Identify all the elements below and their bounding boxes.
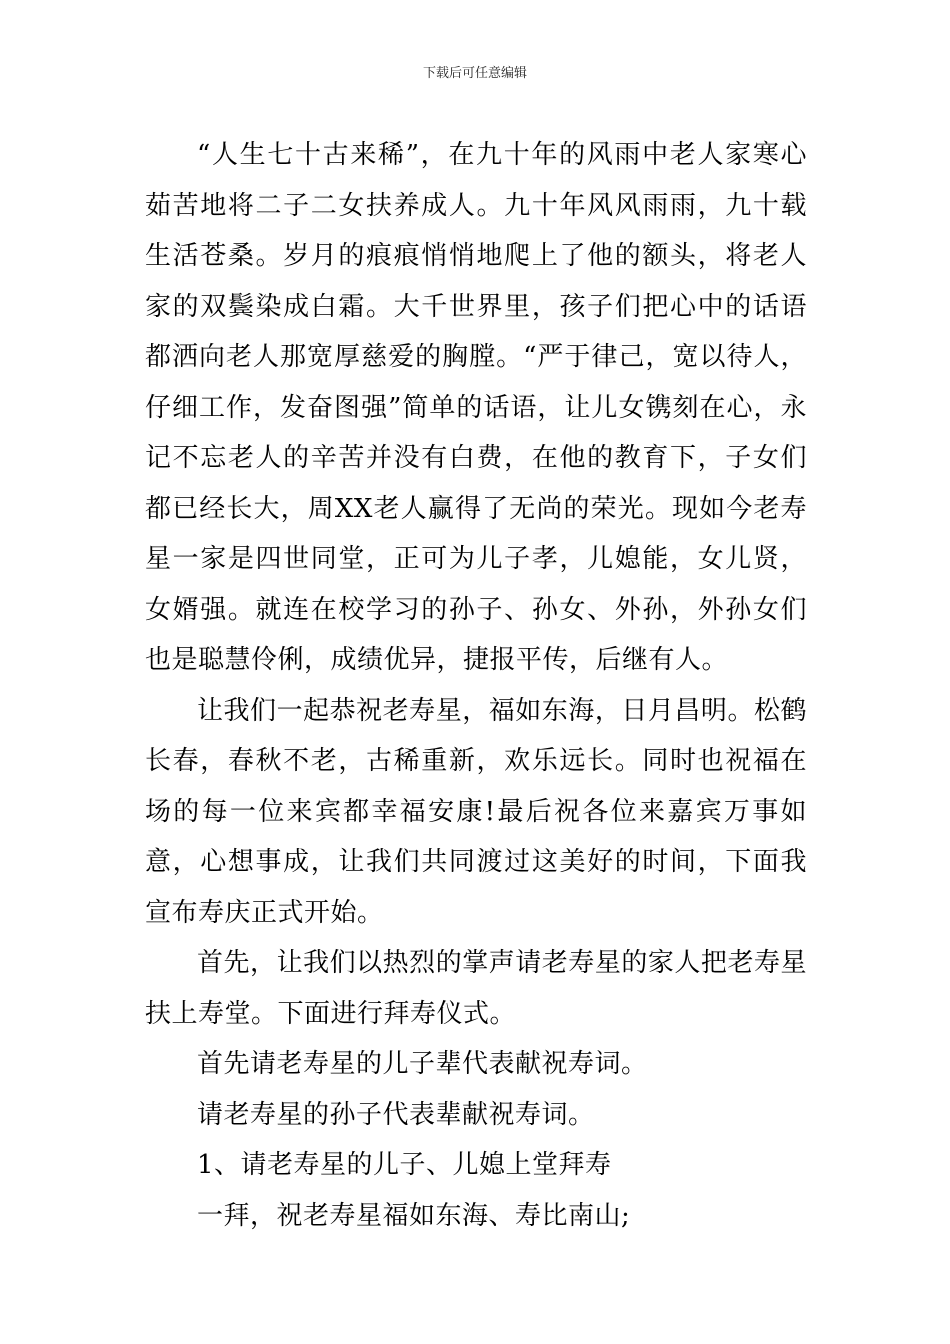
paragraph-first-bow: 一拜，祝老寿星福如东海、寿比南山; xyxy=(197,1200,631,1231)
paragraph-grandsons-speech: 请老寿星的孙子代表辈献祝寿词。 xyxy=(197,1099,595,1130)
paragraph-ceremony-intro: 首先，让我们以热烈的掌声请老寿星的家人把老寿星扶上寿堂。下面进行拜寿仪式。 xyxy=(145,948,807,1029)
document-body xyxy=(145,130,807,1241)
paragraph-step-one: 1、请老寿星的儿子、儿媳上堂拜寿 xyxy=(197,1150,612,1180)
paragraph-blessing: 让我们一起恭祝老寿星，福如东海，日月昌明。松鹤长春，春秋不老，古稀重新，欢乐远长。同时也祝福在场的每一位来宾都幸福安康!最后祝各位来嘉宾万事如意，心想事成，让我们共同渡过这美好的时间，下面我宣布寿庆正式开始。 xyxy=(145,695,807,928)
page-header: 下载后可任意编辑 xyxy=(422,66,527,81)
paragraph-sons-speech: 首先请老寿星的儿子辈代表献祝寿词。 xyxy=(197,1049,648,1079)
paragraph-family-history: “人生七十古来稀”，在九十年的风雨中老人家寒心茹苦地将二子二女扶养成人。九十年风风雨雨，九十载生活苍桑。岁月的痕痕悄悄地爬上了他的额头，将老人家的双鬓染成白霜。大千世界里，孩子们把心中的话语都洒向老人那宽厚慈爱的胸膛。“严于律己，宽以待人，仔细工作，发奋图强”简单的话语，让儿女镌刻在心，永记不忘老人的辛苦并没有白费，在他的教育下，子女们都已经长大，周XX老人赢得了无尚的荣光。现如今老寿星一家是四世同堂，正可为儿子孝，儿媳能，女儿贤，女婿强。就连在校学习的孙子、孙女、外孙，外孙女们也是聪慧伶俐，成绩优异，捷报平传，后继有人。 xyxy=(145,140,807,675)
